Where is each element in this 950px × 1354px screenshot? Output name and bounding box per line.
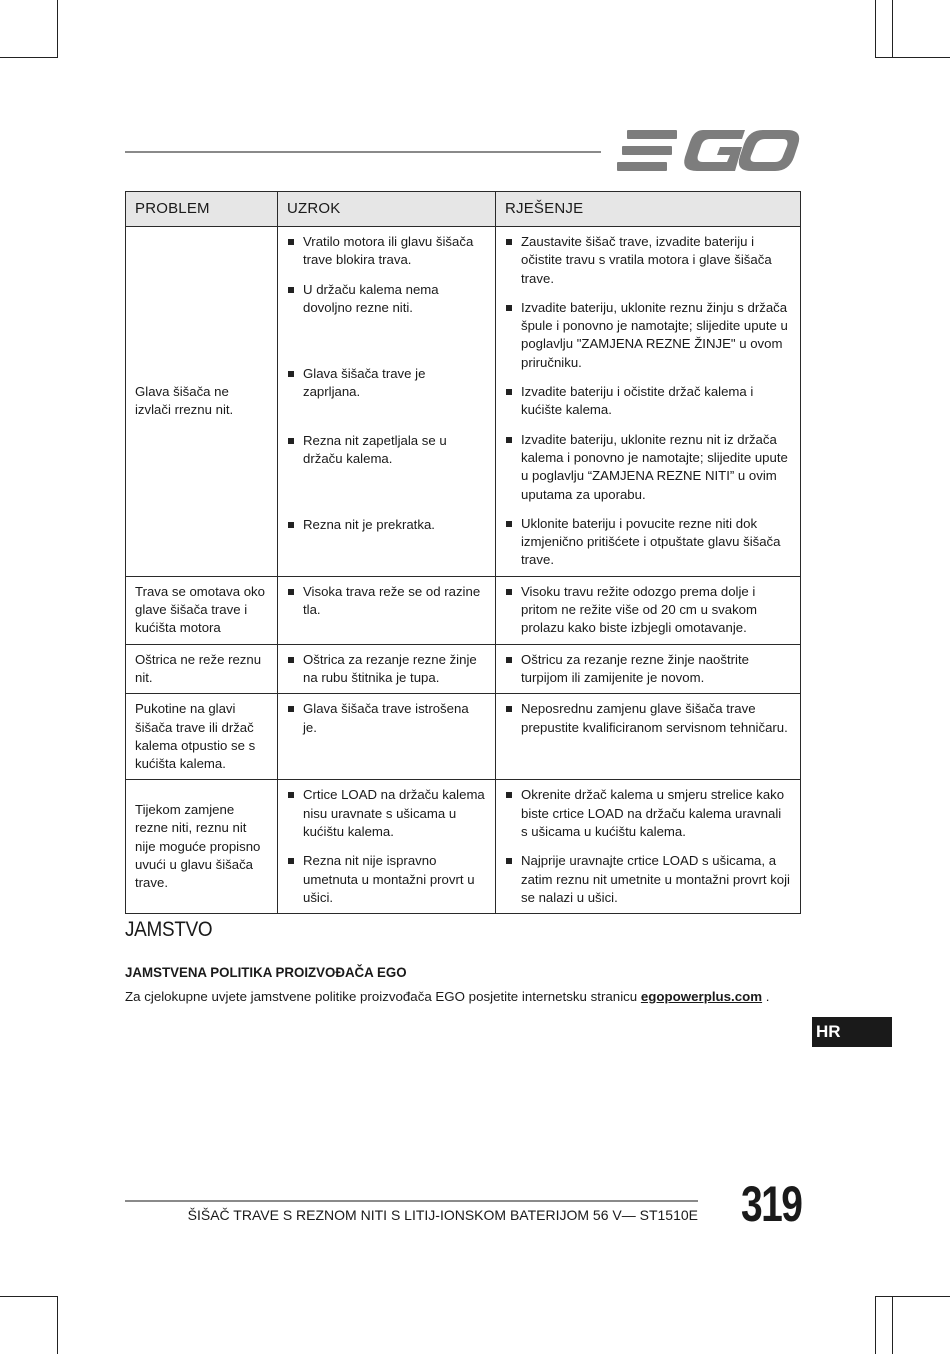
- bullet-icon: [506, 589, 512, 595]
- language-tab: HR: [812, 1017, 892, 1047]
- bullet-icon: [506, 521, 512, 527]
- solution-text: Visoku travu režite odozgo prema dolje i pritom ne režite više od 20 cm u svakom prolazu kako biste izbjegli omotavanje.: [521, 583, 758, 636]
- cause-cell: [278, 780, 496, 914]
- solution-cell: [496, 227, 801, 577]
- solution-cell: [496, 694, 801, 780]
- cause-text: Visoka trava reže se od razine tla.: [303, 583, 481, 618]
- warranty-text-end: .: [765, 989, 770, 1004]
- solution-cell: [496, 644, 801, 694]
- problem-cell: Trava se omotava oko glave šišača trave i kućišta motora: [126, 576, 278, 644]
- crop-mark: [875, 1296, 876, 1354]
- cause-text: U držaču kalema nema dovoljno rezne niti.: [303, 281, 439, 315]
- bullet-icon: [288, 589, 294, 595]
- crop-mark: [875, 0, 876, 58]
- cause-text: Vratilo motora ili glavu šišača trave blokira trava.: [303, 234, 474, 268]
- problem-cell: Pukotine na glavi šišača trave ili držač kalema otpustio se s kućišta kalema.: [126, 694, 278, 780]
- solution-text: Okrenite držač kalema u smjeru strelice kako biste crtice LOAD na držaču kalema uravnali s ušicama u kućištu kalema.: [521, 787, 785, 840]
- table-header-row: [126, 192, 801, 227]
- crop-mark: [0, 57, 58, 58]
- bullet-icon: [288, 657, 294, 663]
- cause-text: Rezna nit nije ispravno umetnuta u montažni provrt u ušici.: [303, 853, 475, 905]
- bullet-icon: [288, 239, 294, 245]
- cause-text: Oštrica za rezanje rezne žinje na rubu štitnika je tupa.: [303, 651, 477, 685]
- table-row: [126, 227, 801, 577]
- header-rule: [125, 151, 601, 153]
- crop-mark: [57, 0, 58, 58]
- bullet-icon: [506, 657, 512, 663]
- bullet-icon: [506, 858, 512, 864]
- bullet-icon: [288, 371, 294, 377]
- solution-cell: [496, 780, 801, 914]
- bullet-icon: [288, 858, 294, 864]
- solution-text: Izvadite bateriju, uklonite reznu žinju s držača špule i ponovno je namotajte; slijedite upute u poglavlju "ZAMJENA REZNE ŽINJE" u ovom priručniku.: [521, 299, 788, 370]
- crop-mark: [0, 1296, 58, 1297]
- header-cause: UZROK: [278, 192, 496, 227]
- warranty-subheading: JAMSTVENA POLITIKA PROIZVOĐAČA EGO: [125, 964, 407, 980]
- crop-mark: [892, 0, 893, 58]
- bullet-icon: [506, 389, 512, 395]
- header-solution: RJEŠENJE: [496, 192, 801, 227]
- table-row: [126, 780, 801, 914]
- footer-rule: [125, 1200, 698, 1202]
- page-number: 319: [741, 1176, 802, 1232]
- warranty-paragraph: [125, 989, 769, 1004]
- crop-mark: [875, 1296, 950, 1297]
- warranty-heading: JAMSTVO: [125, 918, 213, 941]
- cause-text: Rezna nit zapetljala se u držaču kalema.: [303, 432, 447, 467]
- troubleshooting-table: [125, 191, 801, 914]
- bullet-icon: [506, 792, 512, 798]
- solution-text: Zaustavite šišač trave, izvadite bateriju i očistite travu s vratila motora i glave šišača trave.: [521, 234, 772, 286]
- bullet-icon: [288, 438, 294, 444]
- bullet-icon: [288, 287, 294, 293]
- solution-text: Uklonite bateriju i povucite rezne niti dok izmjenično pritišćete i otpuštate glavu šišača trave.: [521, 515, 781, 568]
- cause-text: Glava šišača trave istrošena je.: [303, 701, 469, 735]
- ego-logo: [617, 128, 800, 174]
- solution-cell: [496, 576, 801, 644]
- table-row: [126, 576, 801, 644]
- crop-mark: [875, 57, 950, 58]
- problem-cell: Tijekom zamjene rezne niti, reznu nit nije moguće propisno uvući u glavu šišača trave.: [126, 780, 278, 914]
- crop-mark: [57, 1296, 58, 1354]
- solution-text: Oštricu za rezanje rezne žinje naoštrite turpijom ili zamijenite je novom.: [521, 651, 749, 685]
- cause-text: Glava šišača trave je zaprljana.: [303, 366, 426, 400]
- cause-cell: [278, 576, 496, 644]
- table-row: [126, 694, 801, 780]
- solution-text: Najprije uravnajte crtice LOAD s ušicama, a zatim reznu nit umetnite u montažni provrt koji se nalazi u ušici.: [521, 853, 790, 905]
- cause-cell: [278, 694, 496, 780]
- warranty-link[interactable]: egopowerplus.com: [640, 989, 763, 1004]
- bullet-icon: [506, 239, 512, 245]
- bullet-icon: [288, 706, 294, 712]
- bullet-icon: [288, 792, 294, 798]
- footer-title: ŠIŠAČ TRAVE S REZNOM NITI S LITIJ-IONSKOM BATERIJOM 56 V— ST1510E: [187, 1207, 698, 1223]
- warranty-text: Za cjelokupne uvjete jamstvene politike proizvođača EGO posjetite internetsku stranicu: [125, 989, 638, 1004]
- cause-text: Rezna nit je prekratka.: [303, 517, 435, 533]
- bullet-icon: [506, 437, 512, 443]
- solution-text: Izvadite bateriju, uklonite reznu nit iz držača kalema i ponovno je namotajte; slijedite upute u poglavlju “ZAMJENA REZNE NITI” u ovim uputama za uporabu.: [521, 431, 788, 502]
- bullet-icon: [288, 522, 294, 528]
- table-row: [126, 644, 801, 694]
- problem-cell: Glava šišača ne izvlači rreznu nit.: [126, 227, 278, 577]
- solution-text: Neposrednu zamjenu glave šišača trave prepustite kvalificiranom servisnom tehničaru.: [521, 701, 788, 735]
- cause-cell: [278, 644, 496, 694]
- problem-cell: Oštrica ne reže reznu nit.: [126, 644, 278, 694]
- solution-text: Izvadite bateriju i očistite držač kalema i kućište kalema.: [521, 384, 754, 418]
- header-problem: PROBLEM: [126, 192, 278, 227]
- bullet-icon: [506, 305, 512, 311]
- cause-text: Crtice LOAD na držaču kalema nisu uravnate s ušicama u kućištu kalema.: [303, 787, 485, 840]
- crop-mark: [892, 1296, 893, 1354]
- cause-cell: [278, 227, 496, 577]
- bullet-icon: [506, 706, 512, 712]
